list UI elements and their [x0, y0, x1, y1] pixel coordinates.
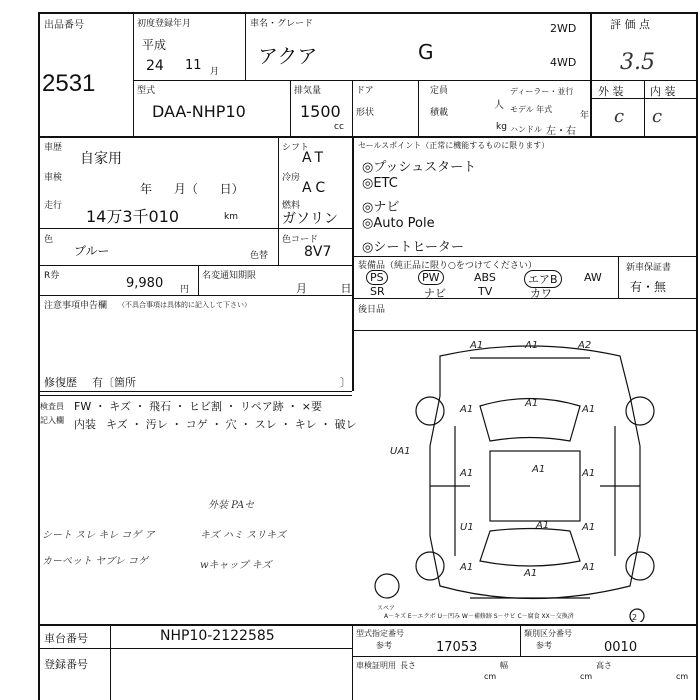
loading-label: 積載 [430, 108, 449, 118]
damage-mark: A1 [460, 468, 474, 479]
name-grade-label: 車名・グレード [250, 19, 314, 29]
displacement-label: 排気量 [294, 86, 322, 96]
damage-mark: U1 [460, 522, 474, 533]
first-reg-label: 初度登録年月 [137, 19, 192, 29]
dealer-label: ディーラー・並行 [510, 87, 574, 96]
divider [38, 395, 352, 396]
exterior-score: c [614, 106, 625, 127]
divider [133, 12, 134, 137]
divider [38, 265, 352, 266]
recycle-fee: 9,980 [126, 276, 164, 291]
damage-mark: A1 [582, 468, 596, 479]
shift-value: AT [302, 150, 328, 166]
notice-value: 月 日 [296, 282, 352, 295]
hand-interior-2: カーペット ヤブレ コゲ [42, 556, 148, 567]
height-label: 高さ [596, 661, 612, 670]
repair-value: 有〔箇所 [92, 376, 136, 389]
divider [352, 624, 353, 700]
door-label: ドア [356, 86, 374, 96]
eval-label: 評 価 点 [610, 18, 650, 31]
rear-label: 後日品 [358, 305, 386, 315]
equip-sr: SR [370, 285, 385, 298]
kg-unit: kg [496, 122, 507, 132]
damage-mark: A1 [532, 464, 546, 475]
model-designation-label: 型式指定番号 [356, 629, 404, 638]
selling-points-label: セールスポイント（正常に機能するものに限ります） [358, 141, 550, 150]
damage-mark: A1 [536, 520, 550, 531]
divider [38, 624, 696, 626]
hand-exterior-2: キズ ハミ スリキズ [200, 530, 286, 541]
damage-mark: A1 [524, 568, 538, 579]
damage-mark: A1 [525, 398, 539, 409]
reg-year: 24 [146, 58, 164, 74]
drive-2wd: 2WD [550, 22, 577, 35]
width-label: 幅 [500, 661, 508, 670]
equip-navi: ナビ [424, 287, 446, 300]
right-border [696, 12, 698, 700]
divider [198, 265, 199, 295]
km-unit: km [224, 212, 238, 222]
ref-label-1: 参考 [376, 641, 392, 650]
divider [353, 256, 696, 257]
damage-mark: A1 [525, 340, 539, 351]
divider [245, 12, 246, 80]
mileage-value: 14万3千010 [86, 207, 180, 226]
cc-unit: cc [334, 122, 344, 132]
handle-label: ハンドル [510, 125, 542, 134]
ref-label-2: 参考 [536, 641, 552, 650]
divider [278, 228, 352, 229]
fuel-value: ガソリン [282, 211, 338, 227]
divider [352, 137, 354, 391]
divider [38, 228, 278, 229]
divider [278, 137, 279, 265]
yen-unit: 円 [180, 285, 190, 295]
drive-4wd: 4WD [550, 56, 577, 69]
month-unit: 月 [210, 67, 220, 77]
history-value: 自家用 [80, 151, 122, 167]
lot-number: 2531 [42, 70, 96, 97]
reg-label: 登録番号 [44, 658, 88, 671]
damage-mark: UA1 [390, 446, 411, 457]
equipment-label: 装備品（純正品に限り○をつけてください） [358, 261, 537, 271]
selling-point-item: ◎ETC [362, 176, 398, 191]
equip-leather: カワ [530, 287, 552, 300]
capacity-label: 定員 [430, 86, 449, 96]
damage-mark: A1 [470, 340, 484, 351]
inspection-value: 年 月（ 日） [140, 182, 244, 196]
model-year-label: モデル 年式 [510, 105, 553, 114]
reg-month: 11 [185, 58, 202, 73]
chassis-label: 車台番号 [44, 632, 88, 645]
divider [38, 391, 352, 392]
note-hint: （不具合事項は具体的に記入して下さい） [118, 301, 251, 309]
color-ext-label: 色替 [250, 251, 269, 261]
legend-row-1: FW ・ キズ ・ 飛石 ・ ヒビ割 ・ リペア跡 ・ ×要 [74, 400, 322, 413]
inspection-label: 車検 [44, 173, 63, 183]
displacement: 1500 [300, 102, 341, 121]
length-label: 長さ [400, 661, 416, 670]
color-code-label: 色コード [282, 235, 319, 245]
damage-mark: A1 [460, 562, 474, 573]
legend-label-1: 検査員 [40, 402, 64, 411]
spare-label: スペア [377, 605, 396, 612]
model-label: 型式 [137, 86, 156, 96]
equip-tv: TV [478, 285, 493, 298]
r-label: R券 [44, 271, 60, 281]
grade: G [418, 40, 434, 64]
year-unit: 年 [580, 111, 590, 121]
damage-mark: A1 [460, 404, 474, 415]
mileage-label: 走行 [44, 201, 63, 211]
equip-pw: PW [418, 270, 444, 285]
car-diagram [360, 336, 696, 622]
damage-mark: A1 [582, 562, 596, 573]
repair-label: 修復歴 [44, 376, 77, 389]
divider [418, 80, 419, 137]
divider [353, 330, 696, 331]
ac-value: AC [302, 180, 330, 196]
damage-mark: A1 [582, 404, 596, 415]
divider [353, 656, 696, 657]
capacity-unit: 人 [494, 100, 504, 111]
vehicle-cert-label: 車検証明用 [356, 661, 396, 670]
repair-close: 〕 [340, 376, 351, 389]
exterior-label: 外 装 [598, 85, 624, 98]
selling-point-item: ◎プッシュスタート [362, 160, 477, 175]
shape-label: 形状 [356, 108, 375, 118]
eval-score: 3.5 [620, 50, 655, 75]
width-unit: cm [580, 672, 593, 681]
lot-label: 出品番号 [44, 20, 84, 31]
divider [618, 256, 619, 298]
equip-airbag: エアB [524, 270, 562, 288]
color-value: ブルー [74, 244, 110, 258]
legend-label-2: 記入欄 [40, 416, 64, 425]
chassis-number: NHP10-2122585 [160, 628, 275, 644]
model: DAA-NHP10 [152, 102, 246, 121]
divider [38, 648, 352, 649]
color-label: 色 [44, 235, 54, 245]
hand-interior-1: シート スレ キレ コゲ ア [42, 530, 155, 541]
left-border [38, 12, 40, 700]
legend-row-2: キズ ・ 汚レ ・ コゲ ・ 穴 ・ スレ ・ キレ ・ 破レ [106, 418, 357, 431]
divider [133, 80, 593, 81]
note-label: 注意事項申告欄 [44, 301, 108, 311]
interior-label: 内 装 [650, 85, 676, 98]
hand-exterior: 外装 PAセ [208, 500, 255, 511]
divider [352, 80, 353, 137]
equip-ps: PS [366, 270, 388, 285]
car-name: アクア [258, 44, 318, 68]
length-unit: cm [484, 672, 497, 681]
color-code: 8V7 [304, 244, 332, 260]
top-border [38, 12, 696, 14]
shift-label: シフト [282, 143, 310, 153]
divider [590, 12, 592, 137]
handle-value: 左・右 [546, 126, 576, 137]
damage-mark: A2 [578, 340, 592, 351]
divider [644, 80, 645, 137]
diagram-legend: A－キズ E－エクボ U－凹み W－補修跡 S－サビ C－腐食 XX－交換済 [384, 613, 574, 620]
selling-points-list [362, 156, 476, 256]
warranty-label: 新車保証書 [626, 263, 672, 273]
model-designation: 17053 [436, 640, 478, 655]
damage-mark: A1 [582, 522, 596, 533]
circled-note: 2 [632, 613, 638, 622]
divider [353, 298, 696, 299]
divider [110, 624, 111, 700]
notice-label: 名変通知期限 [202, 271, 257, 281]
warranty-value: 有・無 [630, 280, 667, 294]
equip-abs: ABS [474, 271, 496, 284]
divider [520, 626, 521, 656]
legend-row-2-prefix: 内装 [74, 418, 96, 431]
category-number: 0010 [604, 640, 638, 655]
interior-score: c [652, 106, 663, 127]
selling-point-item: ◎Auto Pole [362, 216, 435, 231]
selling-point-item: ◎ナビ [362, 200, 400, 215]
height-unit: cm [676, 672, 689, 681]
divider [290, 80, 291, 137]
fuel-label: 燃料 [282, 201, 301, 211]
history-label: 車歴 [44, 143, 63, 153]
equip-aw: AW [584, 271, 602, 284]
divider [38, 136, 696, 138]
ac-label: 冷房 [282, 173, 301, 183]
era: 平成 [142, 38, 167, 52]
hand-exterior-3: wキャップ キズ [200, 560, 272, 571]
category-label: 類別区分番号 [524, 629, 572, 638]
selling-point-item: ◎シートヒーター [362, 240, 464, 255]
